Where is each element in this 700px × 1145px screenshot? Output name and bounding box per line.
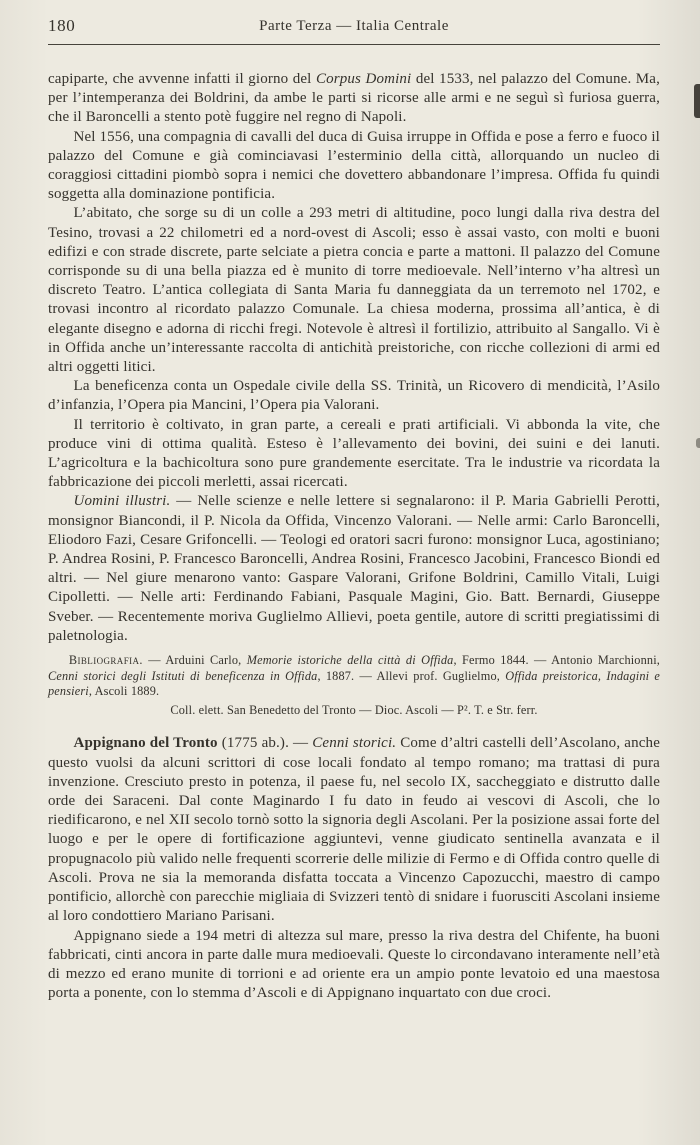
running-title: Parte Terza — Italia Centrale	[259, 18, 449, 34]
text-run: Come d’altri castelli dell’Ascolano, anche questo vuolsi da alcuni scrittori di cose locali fondato al tempo romano; ma trattasi di pura invenzione. Cresciuto presto in potenza, il paese fu, nel secolo IX, saccheggiato e distrutto dalle orde dei Saraceni. Dal conte Maginardo I fu dato in feudo ai vescovi di Ascoli, che lo riedificarono, e nel XII secolo tornò sotto la signoria degli Ascolani. Per la posizione assai forte del luogo e per le opere di fortificazione aggiuntevi, venne giudicato sentinella avanzata e il propugnacolo più valido nelle frequenti scorrerie delle milizie di Fermo e di Offida contro quelle di Ascoli. Prova ne sia la memoranda disfatta toccata a Vincenzo Capozucchi, maestro di campo pontificio, allorchè con parecchie migliaia di Svizzeri tentò di snidare i fuorusciti Ascolani insieme al loro condottiero Mariano Parisani.	[48, 735, 661, 925]
paragraph-1556	[48, 128, 660, 205]
text-run: Cenni storici degli Istituti di beneficenza in Offida	[48, 668, 318, 683]
scan-artifact	[696, 438, 700, 448]
page-number: 180	[48, 16, 76, 35]
page-body	[48, 70, 660, 1003]
text-run: Bibliografia.	[68, 653, 143, 668]
page-header	[48, 16, 660, 38]
text-run: Nel 1556, una compagnia di cavalli del duca di Guisa irruppe in Offida e pose a ferro e fuoco il palazzo del Comune e già cominciavasi l’esterminio della città, allorquando un nucleo di coraggiosi cittadini piombò sopra i nemici che dovettero abbandonare l’impresa. Offida fu quindi soggetta alla dominazione pontificia.	[48, 128, 660, 203]
paragraph-beneficenza	[48, 377, 660, 415]
text-run: del 1533, nel palazzo del Comune. Ma, per l’intemperanza dei Boldrini, da ambe le parti si ricorse alle armi e ne seguì sì furiosa guerra, che il Baroncelli a stento potè fuggire nel regno di Napoli.	[48, 71, 660, 126]
text-run: , Ascoli 1889.	[88, 684, 160, 699]
header-rule	[48, 44, 660, 45]
paragraph-abitato	[48, 204, 660, 377]
text-run: Appignano siede a 194 metri di altezza sul mare, presso la riva destra del Chifente, ha buoni fabbricati, cinti ancora in parte dalle mura medioevali. Queste lo circondavano interamente nell’età di mezzo ed erano munite di torrioni e ad oriente era un ampio ponte levatoio ed una maestosa porta a ponente, con lo stemma d’Ascoli e di Appignano inquartato con due croci.	[48, 927, 660, 1002]
electoral-line	[48, 703, 660, 719]
text-run: , Fermo 1844. — Antonio Marchionni,	[453, 653, 660, 668]
text-run: Corpus Domini	[315, 71, 412, 87]
text-run: Memorie istoriche della città di Offida	[246, 653, 454, 668]
text-run: Coll. elett. San Benedetto del Tronto — Dioc. Ascoli — P². T. e Str. ferr.	[170, 702, 538, 717]
paragraph-territorio	[48, 416, 660, 493]
text-run: La beneficenza conta un Ospedale civile della SS. Trinità, un Ricovero di mendicità, l’Asilo d’infanzia, l’Opera pia Mancini, l’Opera pia Valorani.	[48, 378, 660, 414]
scan-artifact	[694, 84, 700, 118]
bibliography	[48, 653, 660, 700]
text-run: capiparte, che avvenne infatti il giorno del	[48, 71, 316, 87]
paragraph-appignano-storia	[48, 734, 660, 926]
text-run: Il territorio è coltivato, in gran parte, a cereali e prati artificiali. Vi abbonda la vite, che produce vini di ottima qualità. Esteso è l’allevamento dei bovini, dei suini e dei lanuti. L’agricoltura e la bachicoltura sono pure grandemente esercitate. Tra le industrie va ricordata la fabbricazione dei piccoli merletti, assai ricercati.	[48, 416, 660, 491]
paragraph-uomini-illustri	[48, 492, 660, 646]
text-run: L’abitato, che sorge su di un colle a 293 metri di altitudine, poco lungi dalla riva destra del Tesino, trovasi a 22 chilometri ed a nord-ovest di Ascoli; esso è assai vasto, con molti e buoni edifizi e con strade discrete, parte selciate a pietra concia e parte a mattoni. Il palazzo del Comune corrisponde su di una bella piazza ed è munito di torre medioevale. Nell’interno v’ha altresì un discreto Teatro. L’antica collegiata di Santa Maria fu danneggiata da un terremoto nel 1702, e trovasi incontro al ricordato palazzo Comunale. La chiesa moderna, prossima all’antica, è di elegante disegno e adorna di ricchi fregi. Notevole è altresì il fortilizio, attribuito al Sangallo. Vi è in Offida anche un’interessante raccolta di antichità preistoriche, con ricche collezioni di armi ed altri oggetti litici.	[48, 205, 660, 376]
paragraph-appignano-descrizione	[48, 927, 660, 1004]
text-run: — Arduini Carlo,	[142, 653, 247, 668]
text-run: , 1887. — Allevi prof. Guglielmo,	[317, 668, 506, 683]
text-run: Uomini illustri.	[73, 493, 171, 510]
text-run: — Nelle scienze e nelle lettere si segnalarono: il P. Maria Gabrielli Perotti, monsignor Biancondi, il P. Nicola da Offida, Vincenzo Valorani. — Nelle armi: Carlo Baroncelli, Eliodoro Fazi, Cesare Grifoncelli. — Teologi ed oratori sacri furono: monsignor Luca, agostiniano; P. Andrea Rosini, P. Francesco Baroncelli, Andrea Rosini, Francesco Jacobini, Francesco Biondi ed altri. — Nel giure menarono vanto: Gaspare Valorani, Grifone Boldrini, Camillo Vitali, Luigi Cipolletti. — Nelle arti: Ferdinando Fabiani, Pasquale Magini, Gio. Batt. Bernardi, Giuseppe Sveber. — Recentemente moriva Guglielmo Allievi, poeta gentile, autore di scritti pregiatissimi di paletnologia.	[48, 493, 660, 644]
text-run: Appignano del Tronto	[73, 735, 218, 752]
text-run: Cenni storici.	[312, 735, 397, 752]
text-run: (1775 ab.). —	[217, 735, 313, 752]
text-run: Offida preistorica, Indagini e pensieri	[48, 668, 661, 699]
paragraph-corpus-domini	[48, 70, 660, 128]
